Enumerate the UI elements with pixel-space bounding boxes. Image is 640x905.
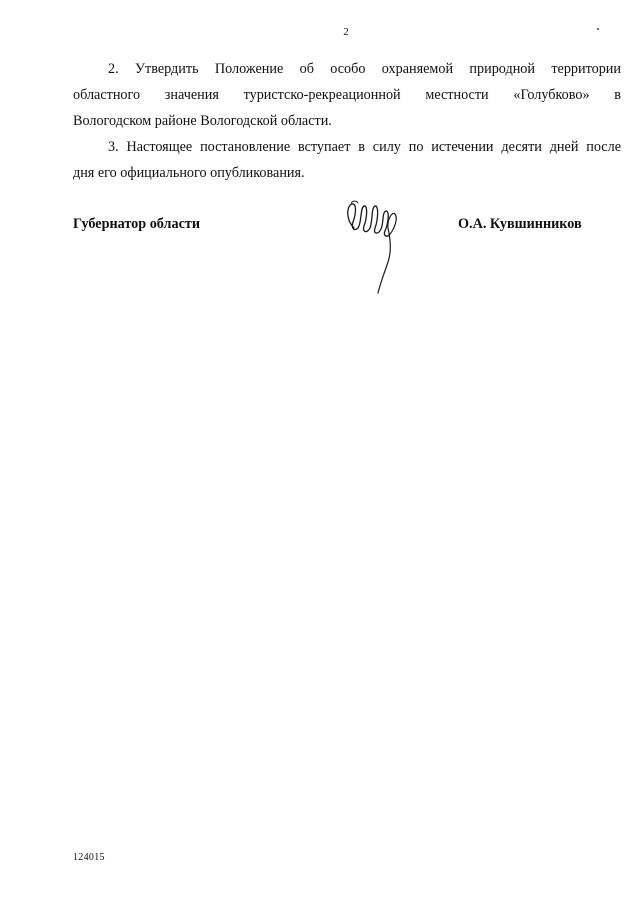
corner-mark: [597, 28, 599, 30]
paragraph-line: дня его официального опубликования.: [73, 165, 305, 181]
handwritten-signature: [340, 198, 410, 298]
paragraph-line: 3. Настоящее постановление вступает в силу по истечении десяти дней после: [108, 139, 621, 155]
paragraph-approve-regulation: [73, 56, 621, 134]
signatory-name: О.А. Кувшинников: [458, 216, 582, 232]
signatory-title: Губернатор области: [73, 216, 201, 232]
paragraph-line: Вологодском районе Вологодской области.: [73, 113, 332, 129]
paragraph-entry-into-force: [73, 134, 621, 186]
paragraph-line: областного значения туристско-рекреационной местности «Голубково» в: [73, 87, 621, 103]
document-code: 124015: [73, 852, 105, 863]
page-number: 2: [343, 26, 349, 38]
paragraph-line: 2. Утвердить Положение об особо охраняемой природной территории: [108, 61, 621, 77]
